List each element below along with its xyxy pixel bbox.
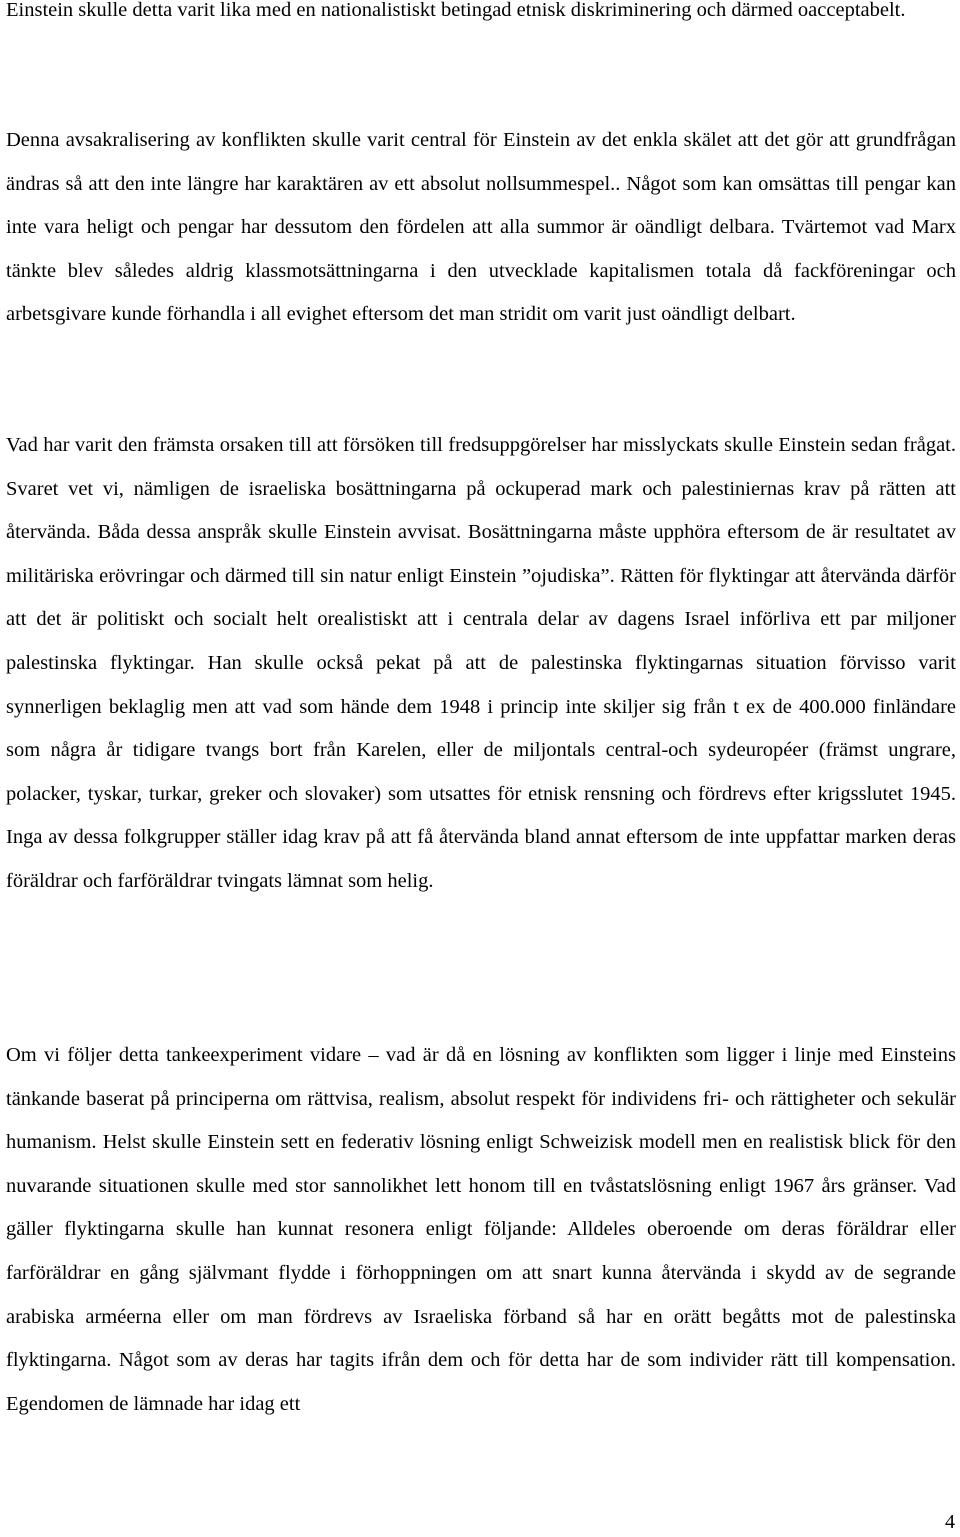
paragraph-2: Denna avsakralisering av konflikten skulle varit central för Einstein av det enkla skälet att det gör att grundfrågan ändras så att den inte längre har karaktären av ett absolut nollsummespel.. Något som kan omsättas till pengar kan inte vara heligt och pengar har dessutom den fördelen att alla summor är oändligt delbara. Tvärtemot vad Marx tänkte blev således aldrig klassmotsättningarna i den utvecklade kapitalismen totala då fackföreningar och arbetsgivare kunde förhandla i all evighet eftersom det man stridit om varit just oändligt delbart. <box>6 129 956 326</box>
paragraph-3: Vad har varit den främsta orsaken till att försöken till fredsuppgörelser har misslyckats skulle Einstein sedan frågat. Svaret vet vi, nämligen de israeliska bosättningarna på ockuperad mark och palestiniernas krav på rätten att återvända. Båda dessa anspråk skulle Einstein avvisat. Bosättningarna måste upphöra eftersom de är resultatet av militäriska erövringar och därmed till sin natur enligt Einstein ”ojudiska”. Rätten för flyktingar att återvända därför att det är politiskt och socialt helt orealistiskt att i centrala delar av dagens Israel införliva ett par miljoner palestinska flyktingar. Han skulle också pekat på att de palestinska flyktingarnas situation förvisso varit synnerligen beklaglig men att vad som hände dem 1948 i princip inte skiljer sig från t ex de 400.000 finländare som några år tidigare tvangs bort från Karelen, eller de miljontals central-och sydeuropéer (främst ungrare, polacker, tyskar, turkar, greker och slovaker) som utsattes för etnisk rensning och fördrevs efter krigsslutet 1945. Inga av dessa folkgrupper ställer idag krav på att få återvända bland annat eftersom de inte uppfattar marken deras föräldrar och farföräldrar tvingats lämnat som helig. <box>6 434 956 892</box>
paragraph-4: Om vi följer detta tankeexperiment vidare – vad är då en lösning av konflikten som ligger i linje med Einsteins tänkande baserat på principerna om rättvisa, realism, absolut respekt för individens fri- och rättigheter och sekulär humanism. Helst skulle Einstein sett en federativ lösning enligt Schweizisk modell men en realistisk blick för den nuvarande situationen skulle med stor sannolikhet lett honom till en tvåstatslösning enligt 1967 års gränser. Vad gäller flyktingarna skulle han kunnat resonera enligt följande: Alldeles oberoende om deras föräldrar eller farföräldrar en gång självmant flydde i förhoppningen om att snart kunna återvända i skydd av de segrande arabiska arméerna eller om man fördrevs av Israeliska förband så har en orätt begåtts mot de palestinska flyktingarna. Något som av deras har tagits ifrån dem och för detta har de som individer rätt till kompensation. Egendomen de lämnade har idag ett <box>6 1044 956 1415</box>
paragraph-1: Einstein skulle detta varit lika med en nationalistiskt betingad etnisk diskriminering och därmed oacceptabelt. <box>6 0 906 21</box>
page-number: 4 <box>945 1511 955 1533</box>
